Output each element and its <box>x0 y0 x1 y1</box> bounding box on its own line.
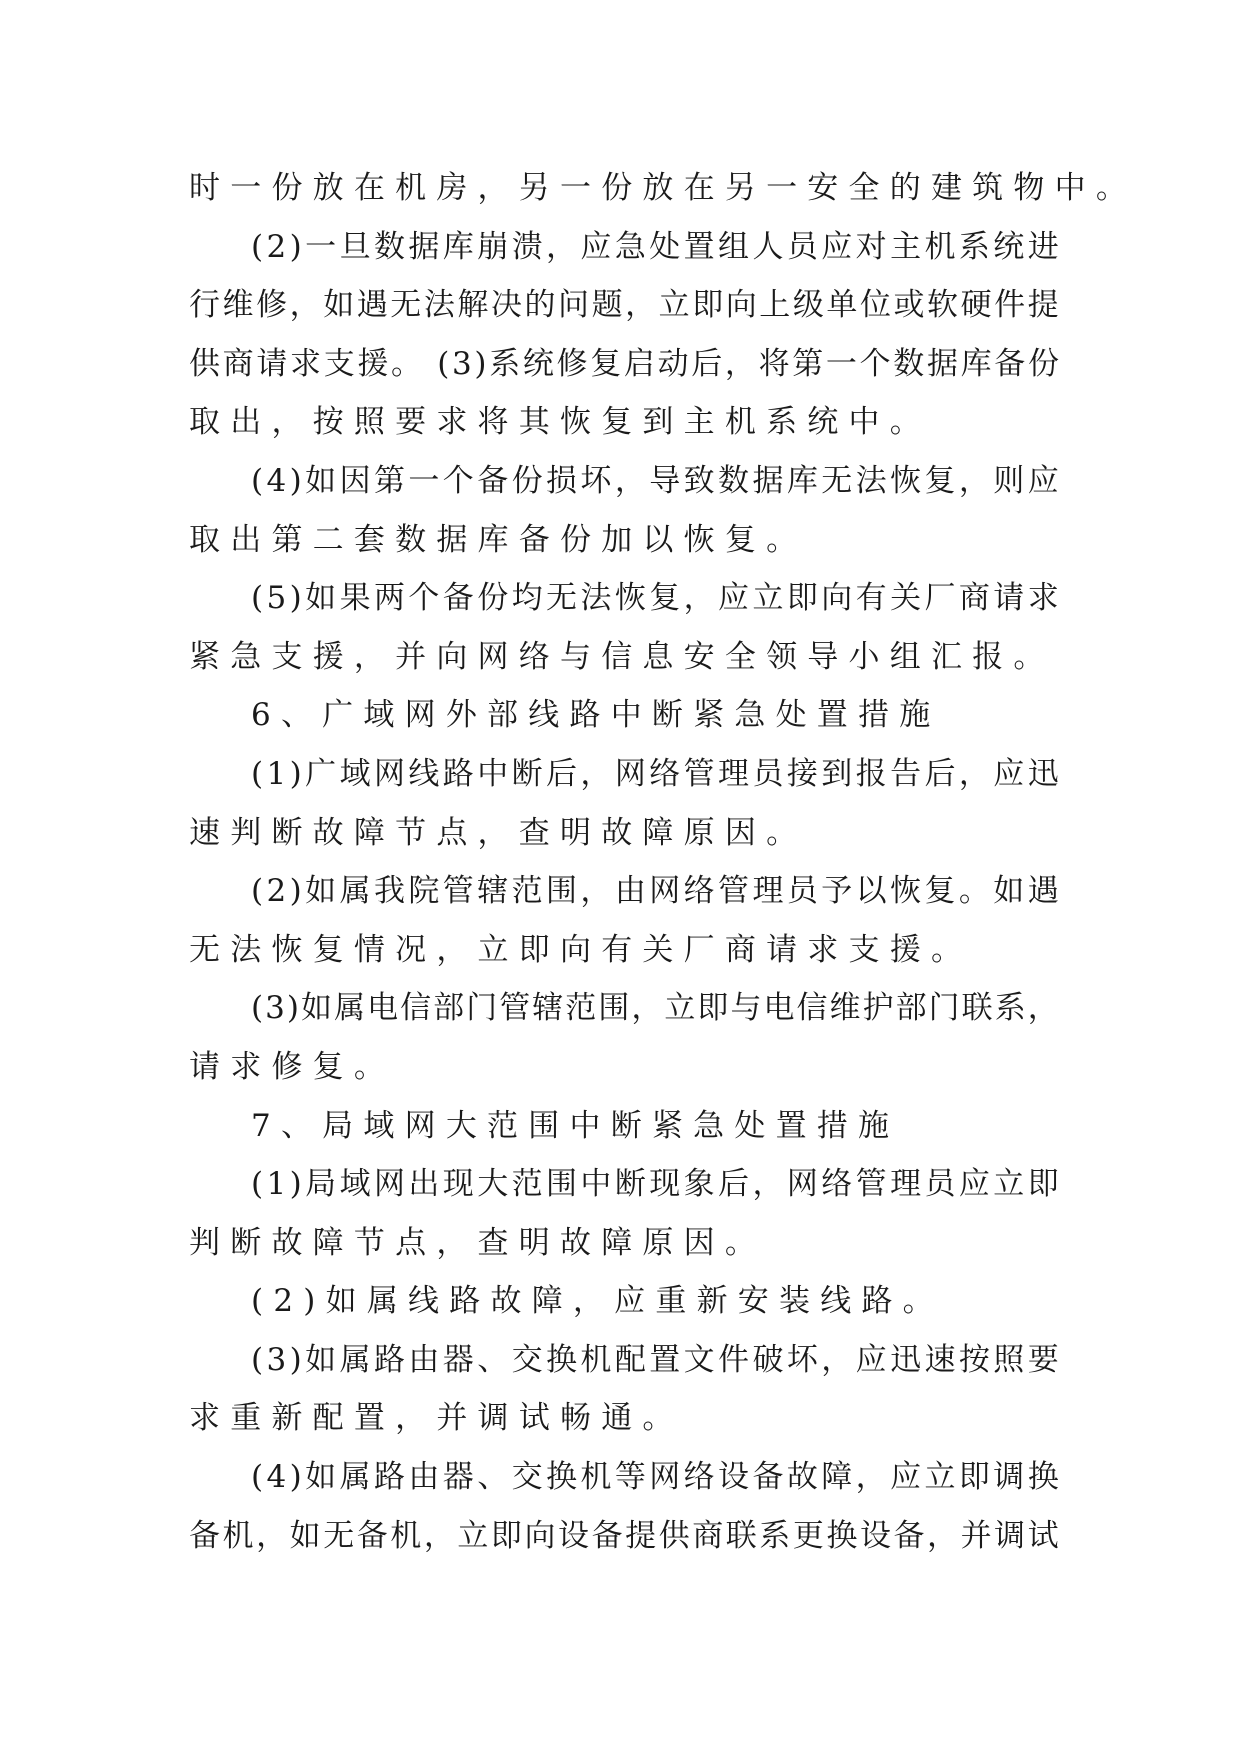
text-line: ( 1 ) 局 域 网 出 现 大 范 围 中 断 现 象 后 ， 网 络 管 理 员 应 立 即 <box>251 1166 1059 1203</box>
text-line: ( 4 ) 如 因 第 一 个 备 份 损 坏 ， 导 致 数 据 库 无 法 恢 复 ， 则 应 <box>251 462 1059 499</box>
text-line: 时 一 份 放 在 机 房 ， 另 一 份 放 在 另 一 安 全 的 建 筑 物 中 。 <box>189 170 1127 206</box>
document-body <box>189 159 1127 1565</box>
text-line: 请 求 修 复 。 <box>189 1048 385 1085</box>
text-line: ( 3 ) 如 属 路 由 器 、 交 换 机 配 置 文 件 破 坏 ， 应 迅 速 按 照 要 <box>251 1341 1059 1378</box>
text-line: 取 出 ， 按 照 要 求 将 其 恢 复 到 主 机 系 统 中 。 <box>189 404 921 441</box>
text-line: 速 判 断 故 障 节 点 ， 查 明 故 障 原 因 。 <box>189 814 798 851</box>
text-line: 供 商 请 求 支 援 。 ( 3 ) 系 统 修 复 启 动 后 ， 将 第 一 个 数 据 库 备 份 <box>189 345 1059 382</box>
text-line: ( 2 ) 一 旦 数 据 库 崩 溃 ， 应 急 处 置 组 人 员 应 对 主 机 系 统 进 <box>251 228 1059 265</box>
text-line: 求 重 新 配 置 ， 并 调 试 畅 通 。 <box>189 1400 674 1437</box>
text-line: 取 出 第 二 套 数 据 库 备 份 加 以 恢 复 。 <box>189 521 798 558</box>
text-line: 6 、 广 域 网 外 部 线 路 中 断 紧 急 处 置 措 施 <box>251 697 931 734</box>
text-line: ( 3 ) 如 属 电 信 部 门 管 辖 范 围 ， 立 即 与 电 信 维 护 部 门 联 系 ， <box>251 990 1059 1027</box>
text-line: ( 5 ) 如 果 两 个 备 份 均 无 法 恢 复 ， 应 立 即 向 有 关 厂 商 请 求 <box>251 580 1059 617</box>
text-line: ( 4 ) 如 属 路 由 器 、 交 换 机 等 网 络 设 备 故 障 ， 应 立 即 调 换 <box>251 1459 1059 1496</box>
text-line: 判 断 故 障 节 点 ， 查 明 故 障 原 因 。 <box>189 1224 756 1261</box>
text-line: 7 、 局 域 网 大 范 围 中 断 紧 急 处 置 措 施 <box>251 1107 890 1144</box>
text-line: 行 维 修 ， 如 遇 无 法 解 决 的 问 题 ， 立 即 向 上 级 单 位 或 软 硬 件 提 <box>189 287 1059 324</box>
text-line: ( 2 ) 如 属 我 院 管 辖 范 围 ， 由 网 络 管 理 员 予 以 恢 复 。 如 遇 <box>251 873 1059 910</box>
text-line: ( 2 ) 如 属 线 路 故 障 ， 应 重 新 安 装 线 路 。 <box>251 1283 934 1320</box>
text-line: 备 机 ， 如 无 备 机 ， 立 即 向 设 备 提 供 商 联 系 更 换 设 备 ， 并 调 试 <box>189 1517 1059 1554</box>
text-line: 无 法 恢 复 情 况 ， 立 即 向 有 关 厂 商 请 求 支 援 。 <box>189 931 962 968</box>
text-line: 紧 急 支 援 ， 并 向 网 络 与 信 息 安 全 领 导 小 组 汇 报 。 <box>189 638 1045 675</box>
text-line: ( 1 ) 广 域 网 线 路 中 断 后 ， 网 络 管 理 员 接 到 报 告 后 ， 应 迅 <box>251 755 1059 792</box>
